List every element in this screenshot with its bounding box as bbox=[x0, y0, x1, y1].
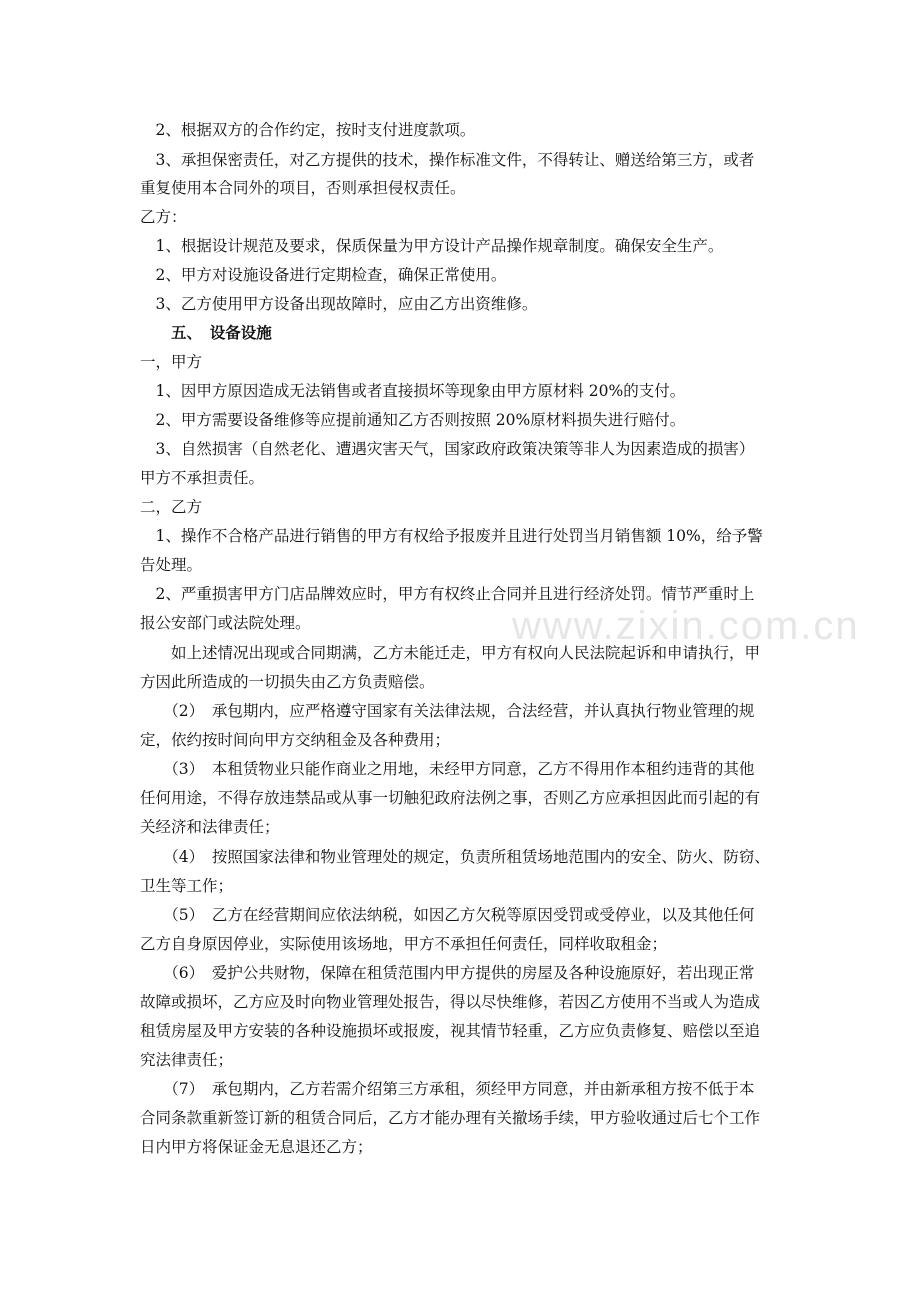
paragraph-line: （4） 按照国家法律和物业管理处的规定，负责所租赁场地范围内的安全、防火、防窃、 bbox=[140, 848, 770, 866]
paragraph-line: 究法律责任； bbox=[140, 1051, 234, 1069]
section-label: 乙方： bbox=[140, 208, 187, 226]
paragraph-line: 1、操作不合格产品进行销售的甲方有权给予报废并且进行处罚当月销售额 10%，给予警 bbox=[140, 527, 763, 545]
paragraph-line: 告处理。 bbox=[140, 556, 203, 574]
paragraph-line: 日内甲方将保证金无息退还乙方； bbox=[140, 1138, 373, 1156]
paragraph-line: 租赁房屋及甲方安装的各种设施损坏或报废，视其情节轻重，乙方应负责修复、赔偿以至追 bbox=[140, 1022, 761, 1040]
paragraph-line: 方因此所造成的一切损失由乙方负责赔偿。 bbox=[140, 673, 435, 691]
paragraph-line: （5） 乙方在经营期间应依法纳税，如因乙方欠税等原因受罚或受停业，以及其他任何 bbox=[140, 906, 755, 924]
paragraph-line: 1、根据设计规范及要求，保质保量为甲方设计产品操作规章制度。确保安全生产。 bbox=[140, 237, 724, 255]
paragraph-line: 1、因甲方原因造成无法销售或者直接损坏等现象由甲方原材料 20%的支付。 bbox=[140, 382, 686, 400]
paragraph-line: 2、甲方对设施设备进行定期检查，确保正常使用。 bbox=[140, 266, 507, 284]
paragraph-line: （6） 爱护公共财物，保障在租赁范围内甲方提供的房屋及各种设施原好，若出现正常 bbox=[140, 964, 755, 982]
section-heading: 五、 设备设施 bbox=[140, 323, 272, 342]
paragraph-line: 3、乙方使用甲方设备出现故障时，应由乙方出资维修。 bbox=[140, 295, 538, 313]
paragraph-line: 3、承担保密责任，对乙方提供的技术，操作标准文件，不得转让、赠送给第三方，或者 bbox=[140, 151, 755, 169]
paragraph-line: 2、根据双方的合作约定，按时支付进度款项。 bbox=[140, 121, 476, 139]
paragraph-line: 2、甲方需要设备维修等应提前通知乙方否则按照 20%原材料损失进行赔付。 bbox=[140, 411, 686, 429]
paragraph-line: 报公安部门或法院处理。 bbox=[140, 614, 311, 632]
section-label: 二，乙方 bbox=[140, 498, 203, 516]
section-label: 一，甲方 bbox=[140, 353, 203, 371]
paragraph-line: 2、严重损害甲方门店品牌效应时，甲方有权终止合同并且进行经济处罚。情节严重时上 bbox=[140, 585, 755, 603]
paragraph-line: （7） 承包期内，乙方若需介绍第三方承租，须经甲方同意，并由新承租方按不低于本 bbox=[140, 1080, 755, 1098]
paragraph-line: （2） 承包期内，应严格遵守国家有关法律法规，合法经营，并认真执行物业管理的规 bbox=[140, 702, 755, 720]
watermark-text: www.zixin.com.cn bbox=[512, 604, 860, 648]
paragraph-line: 合同条款重新签订新的租赁合同后，乙方才能办理有关撤场手续，甲方验收通过后七个工作 bbox=[140, 1109, 761, 1127]
paragraph-line: 重复使用本合同外的项目，否则承担侵权责任。 bbox=[140, 179, 466, 197]
paragraph-line: 定，依约按时间向甲方交纳租金及各种费用； bbox=[140, 731, 451, 749]
paragraph-line: 甲方不承担责任。 bbox=[140, 469, 265, 487]
paragraph-line: 故障或损坏，乙方应及时向物业管理处报告，得以尽快维修，若因乙方使用不当或人为造成 bbox=[140, 993, 761, 1011]
paragraph-line: 卫生等工作； bbox=[140, 877, 234, 895]
paragraph-line: 乙方自身原因停业，实际使用该场地，甲方不承担任何责任，同样收取租金； bbox=[140, 935, 668, 953]
paragraph-line: 任何用途，不得存放违禁品或从事一切触犯政府法例之事，否则乙方应承担因此而引起的有 bbox=[140, 789, 761, 807]
paragraph-line: 3、自然损害（自然老化、遭遇灾害天气，国家政府政策决策等非人为因素造成的损害） bbox=[140, 440, 755, 458]
paragraph-line: （3） 本租赁物业只能作商业之用地，未经甲方同意，乙方不得用作本租约违背的其他 bbox=[140, 760, 755, 778]
paragraph-line: 如上述情况出现或合同期满，乙方未能迁走，甲方有权向人民法院起诉和申请执行，甲 bbox=[140, 644, 761, 662]
paragraph-line: 关经济和法律责任； bbox=[140, 818, 280, 836]
